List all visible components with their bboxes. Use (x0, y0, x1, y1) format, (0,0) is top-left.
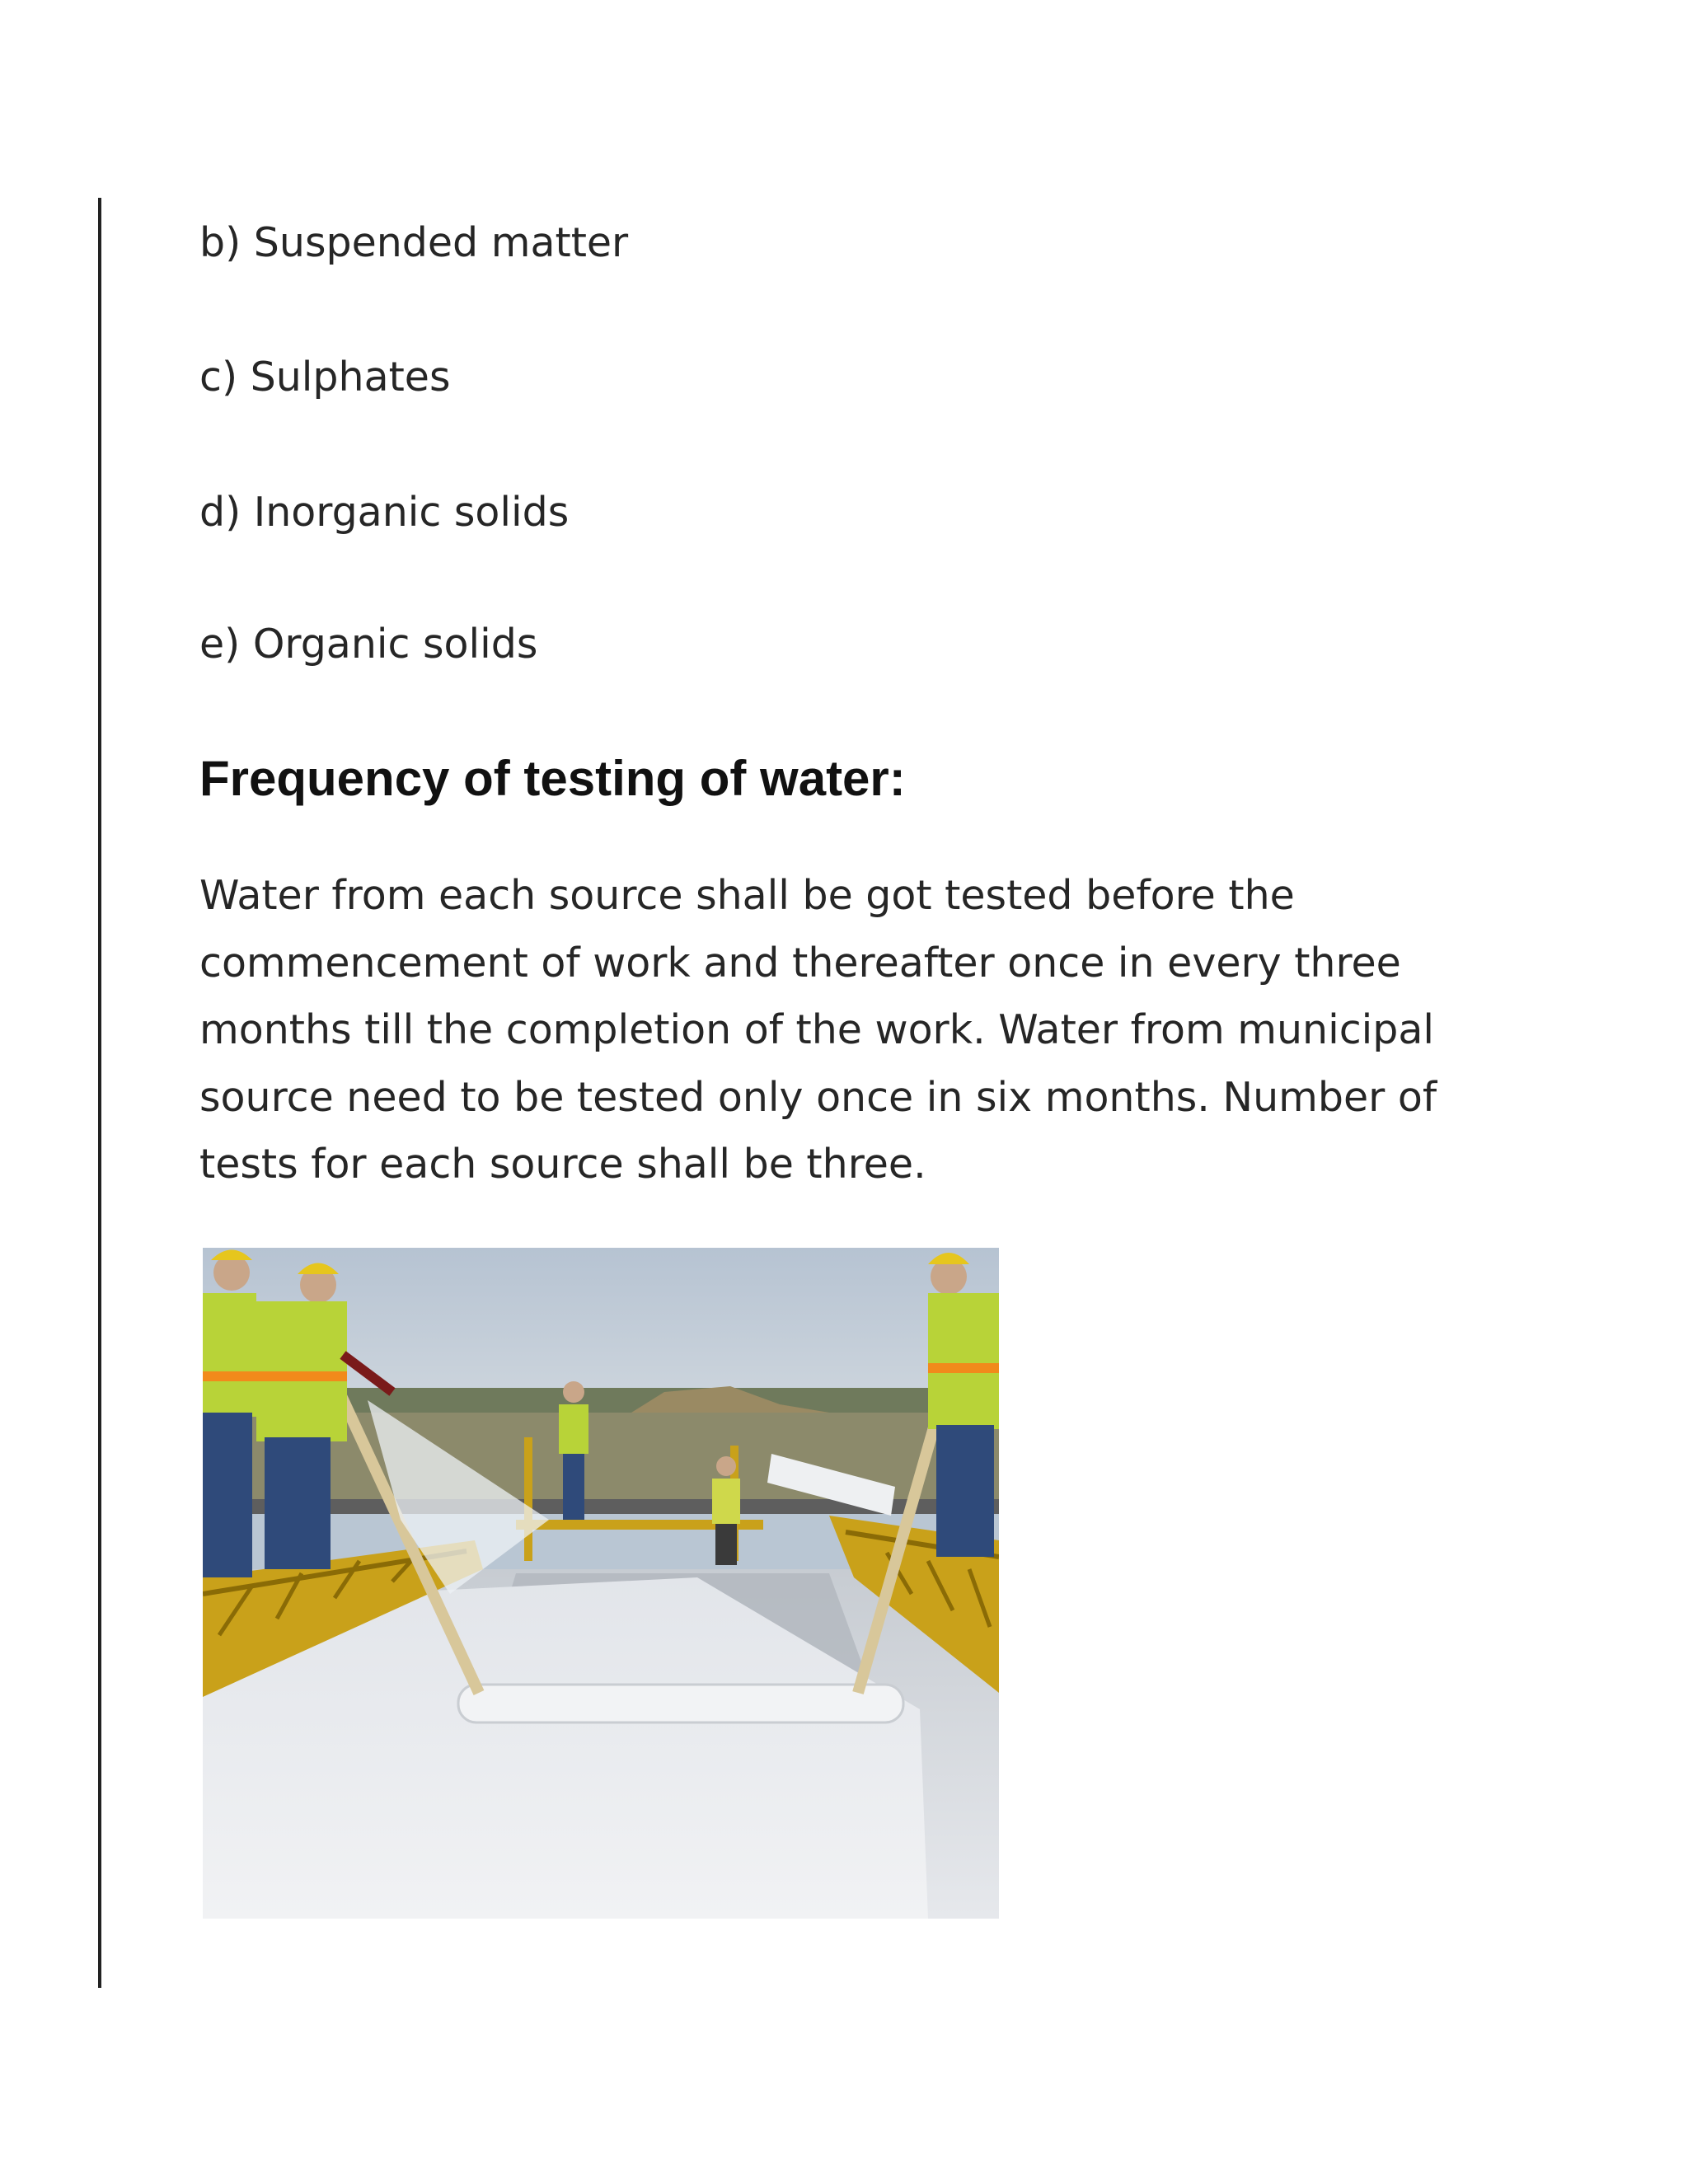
list-item-organic-solids: e) Organic solids (199, 621, 538, 668)
list-item-inorganic-solids: d) Inorganic solids (199, 489, 570, 536)
list-item-sulphates: c) Sulphates (199, 354, 451, 401)
paragraph-line: tests for each source shall be three. (199, 1141, 926, 1188)
left-margin-rule (98, 198, 101, 1988)
paragraph-line: commencement of work and thereafter once in every three (199, 939, 1401, 987)
section-heading: Frequency of testing of water: (199, 751, 906, 806)
construction-workers-laying-membrane-photo (203, 1248, 999, 1919)
paragraph-line: months till the completion of the work. Water from municipal (199, 1006, 1435, 1053)
paragraph-line: Water from each source shall be got tested before the (199, 872, 1295, 919)
list-item-suspended-matter: b) Suspended matter (199, 219, 629, 266)
paragraph-line: source need to be tested only once in six months. Number of (199, 1073, 1437, 1121)
section-paragraph (199, 862, 1436, 1198)
